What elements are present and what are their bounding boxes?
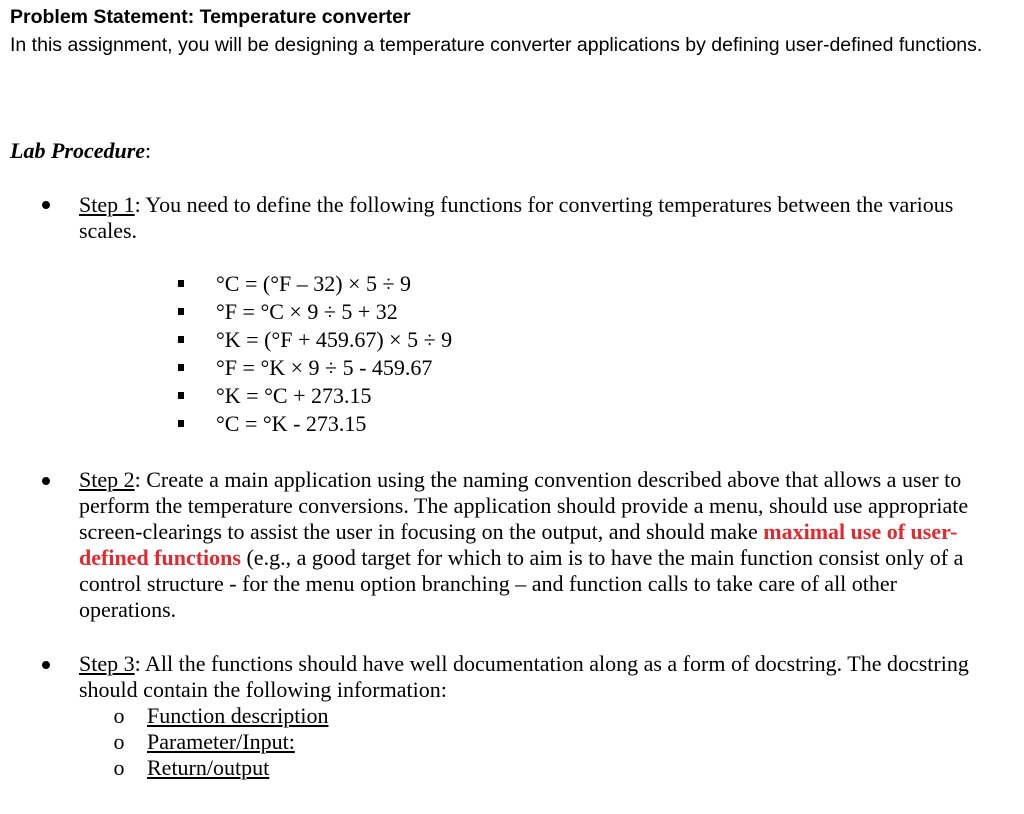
step-3-text: : All the functions should have well documentation along as a form of docstring. The docstring should contain the following information: — [79, 651, 969, 702]
lab-procedure-label: Lab Procedure — [10, 138, 146, 163]
problem-description: In this assignment, you will be designing a temperature converter applications by defining user-defined functions. — [10, 34, 983, 56]
circle-bullet-icon: o — [113, 729, 125, 754]
step-2 — [79, 467, 979, 623]
formula-k-from-c: °K = °C + 273.15 — [216, 383, 372, 408]
square-bullet-icon — [178, 392, 184, 399]
square-bullet-icon — [178, 308, 184, 315]
docstring-item-parameter: Parameter/Input: — [147, 729, 295, 754]
step-2-text-after: (e.g., a good target for which to aim is to have the main function consist only of a control structure - for the menu option branching – and function calls to take care of all other operations. — [79, 545, 964, 622]
step-3 — [79, 651, 979, 703]
square-bullet-icon — [178, 420, 184, 427]
step-3-bullet-icon — [42, 661, 50, 669]
square-bullet-icon — [178, 336, 184, 343]
formula-c-from-f: °C = (°F – 32) × 5 ÷ 9 — [216, 271, 412, 296]
lab-procedure-colon: : — [145, 138, 152, 163]
square-bullet-icon — [178, 364, 184, 371]
step-2-highlight: maximal use of user-defined functions — [79, 519, 958, 570]
formula-k-from-f: °K = (°F + 459.67) × 5 ÷ 9 — [216, 327, 453, 352]
circle-bullet-icon: o — [113, 703, 125, 728]
docstring-item-description: Function description — [147, 703, 329, 728]
formula-f-from-c: °F = °C × 9 ÷ 5 + 32 — [216, 299, 398, 324]
square-bullet-icon — [178, 280, 184, 287]
step-2-text-before: : Create a main application using the naming convention described above that allows a user to perform the temperature conversions. The application should provide a menu, should use appropriate screen-clearings to assist the user in focusing on the output, and should make — [79, 467, 969, 544]
step-1 — [79, 192, 979, 244]
step-1-text: : You need to define the following functions for converting temperatures between the various scales. — [79, 192, 954, 243]
circle-bullet-icon: o — [113, 755, 125, 780]
lab-procedure-heading — [10, 138, 151, 164]
formula-f-from-k: °F = °K × 9 ÷ 5 - 459.67 — [216, 355, 433, 380]
step-3-label: Step 3 — [79, 651, 135, 676]
page-title: Problem Statement: Temperature converter — [10, 6, 411, 28]
step-1-label: Step 1 — [79, 192, 135, 217]
step-1-bullet-icon — [42, 201, 50, 209]
step-2-bullet-icon — [42, 477, 50, 485]
step-2-label: Step 2 — [79, 467, 135, 492]
formula-c-from-k: °C = °K - 273.15 — [216, 411, 367, 436]
docstring-item-return: Return/output — [147, 755, 270, 780]
